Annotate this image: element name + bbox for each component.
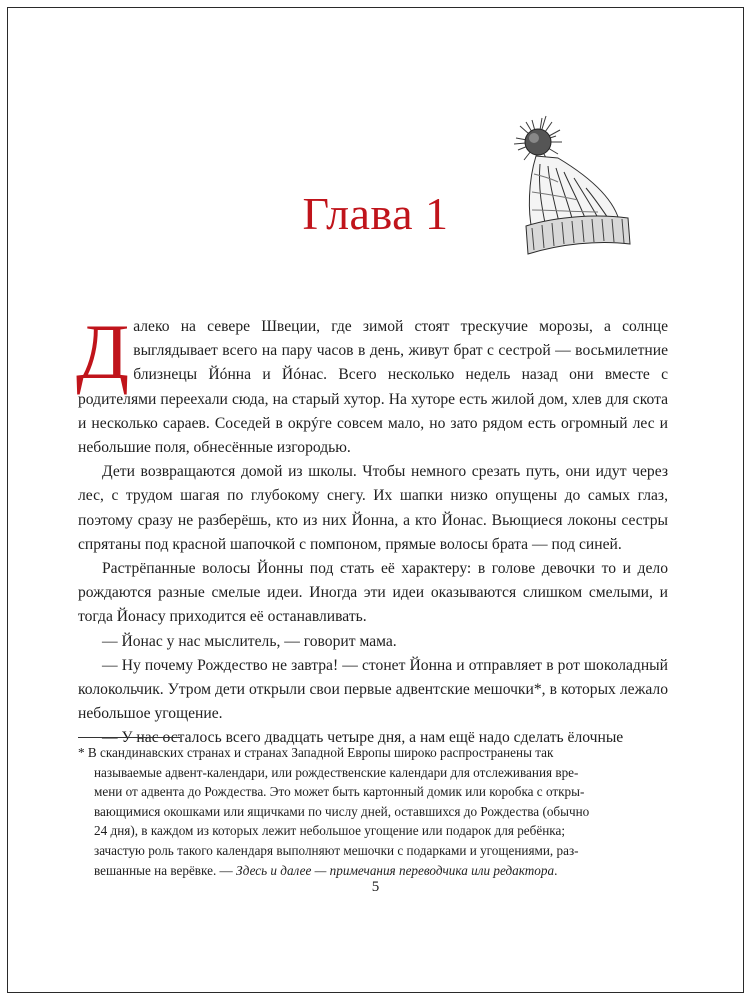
footnote — [78, 743, 668, 880]
dialogue-line-2: — Ну почему Рождество не завтра! — стонет Йонна и отправляет в рот шоколадный колокольчик. Утром дети открыли свои первые адвентские мешочки*, в которых лежало небольшое угощение. — [78, 656, 668, 723]
footnote-editor-note: Здесь и далее — примечания переводчика или редактора — [236, 862, 555, 878]
paragraph-1-text: алеко на севере Швеции, где зимой стоят трескучие морозы, а солнце выглядывает всего на пару часов в день, живут брат с сестрой — восьмилетние близнецы Йóнна и Йóнас. Всего несколько недель назад они вместе с родителями переехали сюда, на старый хутор. На хуторе есть жилой дом, хлев для скота и несколько сараев. Соседей в окрýге совсем мало, но зато рядом есть огромный лес и небольшие поля, обнесённые изгородью. — [78, 318, 668, 457]
paragraph-2: Дети возвращаются домой из школы. Чтобы немного срезать путь, они идут через лес, с трудом шагая по глубокому снегу. Их шапки низко опущены до самых глаз, поэтому сразу не разберёшь, кто из них Йонна, а кто Йонас. Вьющиеся локоны сестры спрятаны под красной шапочкой с помпоном, прямые волосы брата — под синей. — [78, 463, 668, 553]
footnote-line: называемые адвент-календари, или рождественские календари для отслеживания вре- — [94, 764, 579, 780]
paragraph-1 — [76, 308, 668, 460]
footnote-last-line — [78, 861, 668, 881]
page-number: 5 — [371, 879, 380, 895]
knitted-hat-illustration — [498, 112, 636, 262]
dialogue-line-1: — Йонас у нас мыслитель, — говорит мама. — [102, 632, 397, 650]
footnote-last-plain: вешанные на верёвке. — — [94, 862, 237, 878]
hat-cuff — [526, 216, 630, 254]
footnote-divider — [78, 737, 180, 738]
footnote-line: * В скандинавских странах и странах Западной Европы широко распространены так — [78, 745, 554, 760]
paragraph-3: Растрёпанные волосы Йонны под стать её характеру: в голове девочки то и дело рождаются разные смелые идеи. Иногда эти идеи оказываются слишком смелыми, и тогда Йонасу приходится её останавливать. — [78, 560, 668, 626]
footnote-line: зачастую роль такого календаря выполняют мешочки с подарками и угощениями, раз- — [94, 842, 579, 858]
chapter-title: Глава 1 — [302, 188, 449, 239]
footnote-last-end: . — [554, 862, 558, 878]
chapter-body — [76, 308, 668, 751]
footnote-line: вающимися окошками или ящичками по числу дней, оставшихся до Рождества (обычно — [94, 803, 590, 819]
drop-cap: Д — [76, 308, 130, 395]
footnote-line: мени от адвента до Рождества. Это может быть картонный домик или коробка с откры- — [94, 784, 585, 800]
dialogue-line-3: — У нас осталось всего двадцать четыре дня, а нам ещё надо сделать ёлочные — [102, 729, 624, 747]
footnote-line: 24 дня), в каждом из которых лежит небольшое угощение или подарок для ребёнка; — [94, 823, 566, 839]
